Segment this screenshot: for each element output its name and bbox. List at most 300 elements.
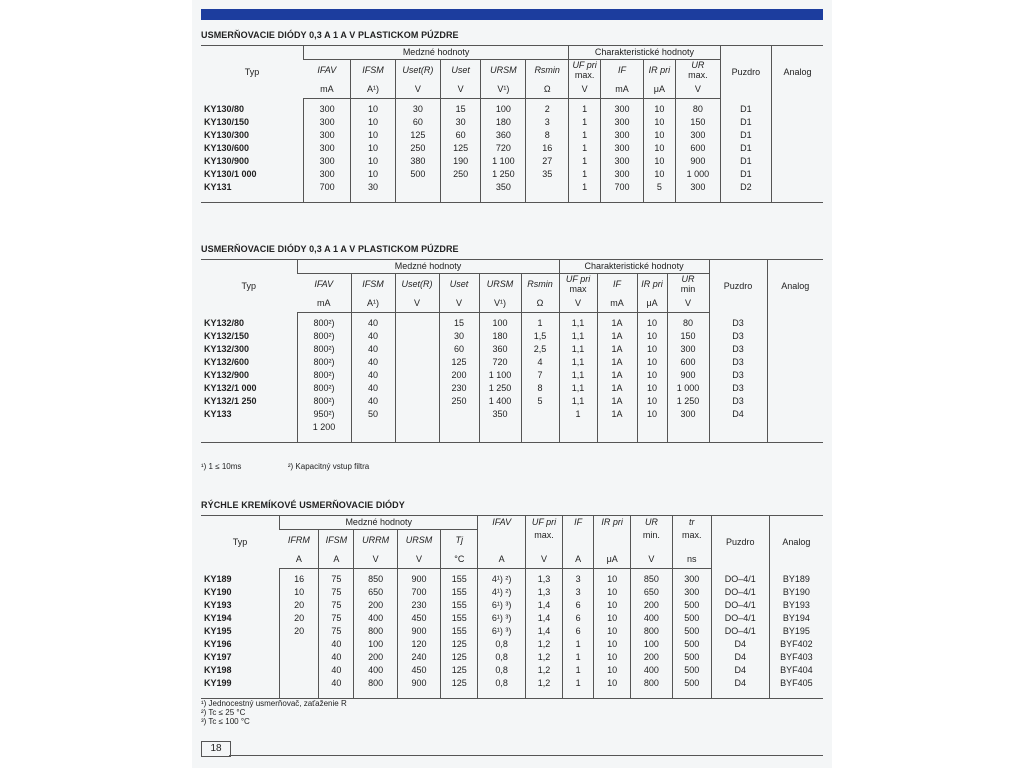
column-unit: μA	[637, 294, 667, 313]
value-cell: 800	[354, 625, 397, 638]
table-fast-diodes	[201, 515, 823, 699]
value-cell: D3	[709, 382, 767, 395]
value-cell: 1 100	[481, 155, 526, 168]
column-header	[631, 516, 672, 551]
column-header	[479, 274, 521, 295]
value-cell: D1	[720, 168, 771, 181]
value-cell: 10	[643, 103, 675, 116]
value-cell: 1,3	[525, 586, 562, 599]
value-cell: 40	[351, 382, 395, 395]
column-unit: °C	[441, 550, 478, 569]
value-cell: 100	[479, 317, 521, 330]
value-cell: 1A	[597, 343, 637, 356]
value-cell: 40	[351, 356, 395, 369]
value-cell	[439, 421, 479, 434]
value-cell: 6¹) ³)	[478, 599, 526, 612]
column-symbol-qualifier: max	[569, 284, 587, 294]
value-cell: 30	[351, 181, 396, 194]
group-header-row	[201, 46, 823, 60]
column-symbol: IR pri	[601, 517, 623, 527]
column-unit: V	[395, 80, 440, 99]
value-cell: 1A	[597, 369, 637, 382]
table-row	[201, 625, 823, 638]
spacer-cell	[672, 690, 711, 699]
column-symbol: IF	[574, 517, 583, 527]
value-cell: 20	[280, 625, 319, 638]
spacer-cell	[525, 690, 562, 699]
value-cell: 200	[631, 651, 672, 664]
value-cell: 200	[354, 599, 397, 612]
value-cell	[767, 330, 823, 343]
column-header	[304, 60, 351, 81]
value-cell: 30	[439, 330, 479, 343]
value-cell: 190	[440, 155, 481, 168]
column-unit: Ω	[521, 294, 559, 313]
header-medzne-hodnoty: Medzné hodnoty	[280, 516, 478, 530]
value-cell: 10	[643, 155, 675, 168]
header-analog: Analog	[772, 46, 823, 99]
value-cell: 10	[594, 612, 631, 625]
column-unit: V	[667, 294, 709, 313]
section2-footnotes	[201, 462, 369, 471]
spacer-cell	[280, 690, 319, 699]
value-cell: 1,1	[559, 317, 597, 330]
section2-title: USMERŇOVACIE DIÓDY 0,3 A 1 A V PLASTICKOM PÚZDRE	[201, 244, 459, 254]
spacer-cell	[201, 434, 297, 443]
value-cell: 60	[440, 129, 481, 142]
value-cell: 400	[354, 664, 397, 677]
group-header-row	[201, 260, 823, 274]
value-cell: 30	[440, 116, 481, 129]
value-cell: 80	[675, 103, 720, 116]
value-cell: 1	[569, 116, 601, 129]
value-cell: 15	[440, 103, 481, 116]
table-row	[201, 155, 823, 168]
column-symbol: IFSM	[325, 535, 348, 545]
spacer-cell	[559, 434, 597, 443]
table-row	[201, 168, 823, 181]
value-cell: 4¹) ²)	[478, 586, 526, 599]
spacer-cell	[201, 690, 280, 699]
column-symbol: Uset	[449, 279, 469, 289]
value-cell: 950²)	[297, 408, 351, 421]
value-cell: 1	[569, 181, 601, 194]
value-cell	[559, 421, 597, 434]
value-cell: 600	[667, 356, 709, 369]
column-unit: mA	[297, 294, 351, 313]
spacer-cell	[720, 194, 771, 203]
value-cell: 500	[395, 168, 440, 181]
value-cell: D3	[709, 356, 767, 369]
value-cell: 155	[441, 573, 478, 586]
value-cell	[395, 356, 439, 369]
header-analog: Analog	[767, 260, 823, 313]
value-cell: 40	[351, 330, 395, 343]
value-cell: 500	[672, 625, 711, 638]
value-cell: BY193	[769, 599, 823, 612]
value-cell: 0,8	[478, 664, 526, 677]
column-header	[594, 516, 631, 551]
column-symbol: Uset	[451, 65, 470, 75]
section3-title: RÝCHLE KREMÍKOVÉ USMERŇOVACIE DIÓDY	[201, 500, 405, 510]
value-cell: 1	[563, 677, 594, 690]
value-cell: 10	[594, 677, 631, 690]
value-cell: D3	[709, 343, 767, 356]
value-cell: 120	[397, 638, 440, 651]
column-symbol: IFSM	[362, 279, 384, 289]
value-cell: BYF405	[769, 677, 823, 690]
value-cell: 900	[667, 369, 709, 382]
value-cell: 350	[481, 181, 526, 194]
column-unit: mA	[597, 294, 637, 313]
value-cell: 200	[439, 369, 479, 382]
table-row	[201, 408, 823, 421]
column-symbol: Uset(R)	[402, 65, 434, 75]
value-cell: 800	[354, 677, 397, 690]
column-header	[569, 60, 601, 81]
group-header-row	[201, 516, 823, 530]
value-cell: 155	[441, 599, 478, 612]
value-cell: 10	[643, 129, 675, 142]
value-cell	[767, 421, 823, 434]
value-cell: 900	[397, 573, 440, 586]
value-cell: 1	[563, 664, 594, 677]
spacer-cell	[351, 194, 396, 203]
value-cell: 1,5	[521, 330, 559, 343]
value-cell: 240	[397, 651, 440, 664]
spacer-cell	[319, 690, 354, 699]
value-cell: 700	[397, 586, 440, 599]
spacer-cell	[526, 194, 569, 203]
type-cell: KY132/900	[204, 370, 250, 380]
column-unit: V	[397, 550, 440, 569]
value-cell: 700	[601, 181, 644, 194]
value-cell: 125	[395, 129, 440, 142]
value-cell: 500	[672, 651, 711, 664]
value-cell: 850	[354, 573, 397, 586]
type-cell: KY130/1 000	[204, 169, 257, 179]
value-cell: 250	[395, 142, 440, 155]
value-cell: 250	[439, 395, 479, 408]
value-cell: 1,2	[525, 677, 562, 690]
value-cell: 300	[675, 181, 720, 194]
value-cell: 300	[601, 116, 644, 129]
value-cell: 700	[304, 181, 351, 194]
value-cell	[395, 408, 439, 421]
value-cell	[767, 382, 823, 395]
column-symbol: Uset(R)	[401, 279, 433, 289]
value-cell	[479, 421, 521, 434]
value-cell	[280, 664, 319, 677]
header-charakteristicke-hodnoty: Charakteristické hodnoty	[559, 260, 709, 274]
type-cell: KY130/300	[204, 130, 250, 140]
value-cell: 1	[569, 155, 601, 168]
value-cell	[772, 168, 823, 181]
column-symbol: IFSM	[362, 65, 384, 75]
column-symbol: UR	[691, 60, 705, 70]
value-cell: 800²)	[297, 382, 351, 395]
value-cell: 150	[667, 330, 709, 343]
column-unit: V	[675, 80, 720, 99]
value-cell: 500	[672, 638, 711, 651]
table-row	[201, 330, 823, 343]
value-cell: 300	[304, 129, 351, 142]
value-cell: 800²)	[297, 356, 351, 369]
header-charakteristicke-hodnoty: Charakteristické hodnoty	[569, 46, 721, 60]
value-cell: 200	[354, 651, 397, 664]
spacer-cell	[440, 194, 481, 203]
value-cell: 10	[594, 664, 631, 677]
table-row	[201, 638, 823, 651]
column-symbol: UF pri	[565, 274, 591, 284]
table-row	[201, 421, 823, 434]
column-unit: A¹)	[351, 80, 396, 99]
column-symbol-qualifier: max.	[688, 70, 708, 80]
value-cell: 10	[637, 395, 667, 408]
value-cell: 1,2	[525, 651, 562, 664]
value-cell: 60	[439, 343, 479, 356]
column-symbol: IFRM	[287, 535, 310, 545]
header-puzdro: Puzdro	[709, 260, 767, 313]
value-cell: 6	[563, 625, 594, 638]
table-row	[201, 599, 823, 612]
spacer-cell	[354, 690, 397, 699]
spacer-cell	[637, 434, 667, 443]
column-symbol-qualifier: max.	[681, 530, 702, 540]
value-cell	[767, 356, 823, 369]
value-cell: 300	[675, 129, 720, 142]
column-symbol: IFAV	[317, 65, 337, 75]
column-header	[481, 60, 526, 81]
table-row	[201, 677, 823, 690]
value-cell: 2,5	[521, 343, 559, 356]
value-cell: 200	[631, 599, 672, 612]
table-row	[201, 395, 823, 408]
value-cell: 230	[397, 599, 440, 612]
value-cell	[395, 317, 439, 330]
value-cell: 1	[569, 103, 601, 116]
value-cell: 10	[351, 129, 396, 142]
value-cell	[280, 638, 319, 651]
value-cell: 180	[481, 116, 526, 129]
spacer-row	[201, 434, 823, 443]
section1-title: USMERŇOVACIE DIÓDY 0,3 A 1 A V PLASTICKOM PÚZDRE	[201, 30, 459, 40]
value-cell: DO–4/1	[711, 599, 769, 612]
value-cell: 720	[479, 356, 521, 369]
value-cell	[280, 677, 319, 690]
value-cell	[597, 421, 637, 434]
column-symbol: IR pri	[641, 279, 663, 289]
column-header	[478, 516, 526, 551]
header-analog: Analog	[769, 516, 823, 569]
spacer-cell	[667, 434, 709, 443]
value-cell: 400	[631, 664, 672, 677]
value-cell: D3	[709, 330, 767, 343]
column-symbol: Rsmin	[534, 65, 560, 75]
type-cell: KY133	[204, 409, 232, 419]
value-cell: D4	[711, 638, 769, 651]
type-cell: KY197	[204, 652, 232, 662]
value-cell: 1,1	[559, 369, 597, 382]
value-cell: BYF402	[769, 638, 823, 651]
value-cell	[395, 369, 439, 382]
column-header	[675, 60, 720, 81]
column-unit: A	[478, 550, 526, 569]
header-medzne-hodnoty: Medzné hodnoty	[304, 46, 569, 60]
value-cell: BY194	[769, 612, 823, 625]
column-header	[597, 274, 637, 295]
column-symbol: tr	[688, 517, 695, 527]
column-symbol: Tj	[455, 535, 464, 545]
type-cell: KY131	[204, 182, 232, 192]
spacer-cell	[767, 434, 823, 443]
spacer-cell	[597, 434, 637, 443]
column-symbol: UF pri	[531, 517, 557, 527]
value-cell: 600	[675, 142, 720, 155]
column-unit: A¹)	[351, 294, 395, 313]
value-cell: 500	[672, 677, 711, 690]
value-cell	[526, 181, 569, 194]
value-cell	[395, 330, 439, 343]
value-cell: 10	[643, 142, 675, 155]
column-header	[559, 274, 597, 295]
value-cell: 300	[601, 168, 644, 181]
column-symbol-qualifier: min.	[642, 530, 660, 540]
value-cell	[351, 421, 395, 434]
spacer-cell	[201, 194, 304, 203]
value-cell: 1	[563, 651, 594, 664]
value-cell: 500	[672, 599, 711, 612]
column-unit: V	[439, 294, 479, 313]
header-puzdro: Puzdro	[720, 46, 771, 99]
column-header	[601, 60, 644, 81]
value-cell	[767, 408, 823, 421]
value-cell: 450	[397, 664, 440, 677]
value-cell: 155	[441, 586, 478, 599]
header-typ: Typ	[244, 66, 260, 77]
value-cell: 8	[521, 382, 559, 395]
column-header	[351, 274, 395, 295]
table-row	[201, 343, 823, 356]
value-cell: 10	[594, 638, 631, 651]
value-cell	[395, 181, 440, 194]
value-cell	[772, 181, 823, 194]
value-cell: 3	[563, 573, 594, 586]
table-row	[201, 612, 823, 625]
value-cell: 0,8	[478, 638, 526, 651]
value-cell: 5	[643, 181, 675, 194]
value-cell: 300	[304, 168, 351, 181]
value-cell: 4¹) ²)	[478, 573, 526, 586]
table-row	[201, 369, 823, 382]
table-row	[201, 356, 823, 369]
value-cell: 60	[395, 116, 440, 129]
value-cell	[395, 395, 439, 408]
type-cell: KY130/150	[204, 117, 250, 127]
column-unit: mA	[601, 80, 644, 99]
value-cell	[767, 317, 823, 330]
table-row	[201, 129, 823, 142]
column-unit: V	[525, 550, 562, 569]
value-cell: 10	[643, 168, 675, 181]
value-cell: 230	[439, 382, 479, 395]
value-cell	[440, 181, 481, 194]
spacer-cell	[304, 194, 351, 203]
type-cell: KY193	[204, 600, 232, 610]
value-cell: 80	[667, 317, 709, 330]
value-cell	[439, 408, 479, 421]
type-cell: KY199	[204, 678, 232, 688]
value-cell: 650	[631, 586, 672, 599]
value-cell: BY190	[769, 586, 823, 599]
type-cell: KY198	[204, 665, 232, 675]
value-cell: 75	[319, 586, 354, 599]
column-unit: V	[559, 294, 597, 313]
value-cell: D4	[711, 677, 769, 690]
value-cell	[201, 421, 297, 434]
value-cell: 125	[441, 677, 478, 690]
value-cell: 1	[569, 168, 601, 181]
value-cell: 125	[441, 651, 478, 664]
value-cell: 800²)	[297, 395, 351, 408]
value-cell	[280, 651, 319, 664]
column-unit: mA	[304, 80, 351, 99]
value-cell: 10	[637, 382, 667, 395]
value-cell	[395, 421, 439, 434]
value-cell: 10	[594, 625, 631, 638]
value-cell: 650	[354, 586, 397, 599]
column-unit: μA	[643, 80, 675, 99]
value-cell: 4	[521, 356, 559, 369]
column-symbol: URSM	[490, 65, 517, 75]
value-cell: 360	[479, 343, 521, 356]
value-cell: D4	[709, 408, 767, 421]
value-cell: 1,3	[525, 573, 562, 586]
column-unit: V	[631, 550, 672, 569]
value-cell: 2	[526, 103, 569, 116]
value-cell: 30	[395, 103, 440, 116]
column-header	[395, 274, 439, 295]
value-cell	[767, 395, 823, 408]
type-cell: KY132/1 250	[204, 396, 257, 406]
spacer-cell	[479, 434, 521, 443]
table-row	[201, 651, 823, 664]
column-header	[280, 530, 319, 551]
spacer-cell	[772, 194, 823, 203]
value-cell: 150	[675, 116, 720, 129]
column-header	[319, 530, 354, 551]
value-cell: 125	[441, 638, 478, 651]
value-cell: 100	[481, 103, 526, 116]
spacer-cell	[631, 690, 672, 699]
value-cell: 1,4	[525, 625, 562, 638]
type-cell: KY195	[204, 626, 232, 636]
value-cell: 350	[479, 408, 521, 421]
value-cell: BY189	[769, 573, 823, 586]
column-unit: A	[563, 550, 594, 569]
value-cell: D1	[720, 155, 771, 168]
value-cell: 40	[351, 317, 395, 330]
value-cell	[767, 343, 823, 356]
column-symbol: IF	[613, 279, 622, 289]
value-cell: 1,2	[525, 664, 562, 677]
type-cell: KY132/600	[204, 357, 250, 367]
column-header	[439, 274, 479, 295]
value-cell: 300	[667, 343, 709, 356]
value-cell	[667, 421, 709, 434]
footnote-2: ²) Kapacitný vstup filtra	[287, 462, 370, 471]
column-unit: V	[569, 80, 601, 99]
